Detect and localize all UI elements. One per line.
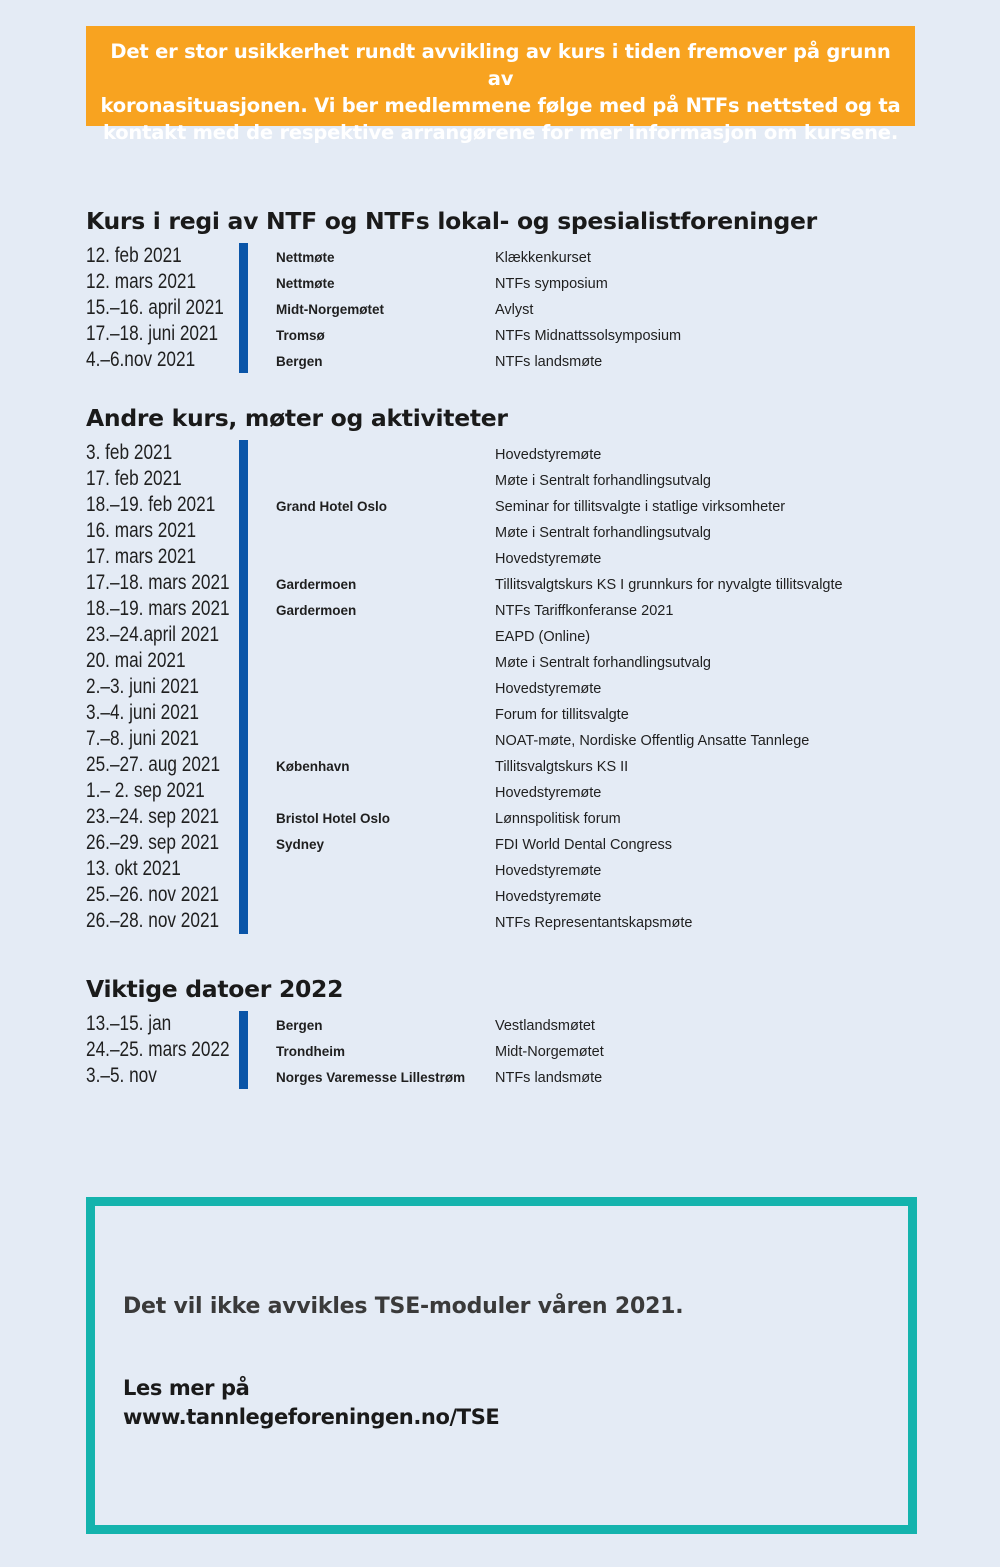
event-date: 23.–24. sep 2021 (86, 805, 220, 828)
event-name: Midt-Norgemøtet (495, 1044, 604, 1060)
event-row (86, 648, 926, 674)
event-row (86, 674, 926, 700)
event-place: Grand Hotel Oslo (276, 499, 388, 514)
event-row (86, 1037, 926, 1063)
event-date: 17. mars 2021 (86, 545, 197, 568)
event-name: Hovedstyremøte (495, 551, 602, 567)
event-row (86, 622, 926, 648)
event-name: NTFs Tariffkonferanse 2021 (495, 603, 674, 619)
event-place: Bergen (276, 1018, 323, 1033)
event-name: Avlyst (495, 302, 534, 318)
section-title: Viktige datoer 2022 (86, 975, 344, 1003)
event-name: EAPD (Online) (495, 629, 591, 645)
event-date: 3. feb 2021 (86, 441, 173, 464)
event-place: Norges Varemesse Lillestrøm (276, 1070, 466, 1085)
event-name: NTFs Representantskapsmøte (495, 915, 693, 931)
event-place: Tromsø (276, 328, 325, 343)
event-row (86, 518, 926, 544)
event-row (86, 321, 926, 347)
section-title: Andre kurs, møter og aktiviteter (86, 404, 508, 432)
event-name: FDI World Dental Congress (495, 837, 673, 853)
event-date: 24.–25. mars 2022 (86, 1038, 230, 1061)
notice-line: Det er stor usikkerhet rundt avvikling av kurs i tiden fremover på grunn av (110, 40, 891, 90)
event-date: 3.–5. nov (86, 1064, 157, 1087)
notice-line: kontakt med de respektive arrangørene for mer informasjon om kursene. (102, 121, 899, 144)
event-date: 17.–18. juni 2021 (86, 322, 219, 345)
event-name: Hovedstyremøte (495, 863, 602, 879)
section-title: Kurs i regi av NTF og NTFs lokal- og spesialistforeninger (86, 207, 817, 235)
event-name: Møte i Sentralt forhandlingsutvalg (495, 655, 711, 671)
tse-link[interactable]: www.tannlegeforeningen.no/TSE (123, 1405, 500, 1429)
event-place: Bergen (276, 354, 323, 369)
event-name: Tillitsvalgtskurs KS II (495, 759, 629, 775)
event-row (86, 269, 926, 295)
event-name: Møte i Sentralt forhandlingsutvalg (495, 473, 711, 489)
event-date: 16. mars 2021 (86, 519, 197, 542)
event-row (86, 492, 926, 518)
event-name: NTFs landsmøte (495, 1070, 603, 1086)
event-place: Bristol Hotel Oslo (276, 811, 391, 826)
event-row (86, 440, 926, 466)
event-name: NTFs symposium (495, 276, 608, 292)
event-list (86, 1011, 926, 1089)
event-name: Klækkenkurset (495, 250, 591, 266)
event-row (86, 243, 926, 269)
event-list (86, 440, 926, 934)
read-more-label: Les mer på (123, 1376, 250, 1400)
event-row (86, 804, 926, 830)
event-row (86, 726, 926, 752)
event-date: 25.–27. aug 2021 (86, 753, 221, 776)
event-date: 25.–26. nov 2021 (86, 883, 220, 906)
event-name: Seminar for tillitsvalgte i statlige virksomheter (495, 499, 786, 515)
event-list (86, 243, 926, 373)
tse-headline: Det vil ikke avvikles TSE-moduler våren 2021. (123, 1294, 684, 1319)
event-row (86, 1011, 926, 1037)
event-place: Gardermoen (276, 603, 357, 618)
event-name: Hovedstyremøte (495, 681, 602, 697)
event-date: 20. mai 2021 (86, 649, 186, 672)
event-date: 12. mars 2021 (86, 270, 197, 293)
event-date: 7.–8. juni 2021 (86, 727, 199, 750)
corona-notice-banner (86, 26, 915, 144)
event-date: 23.–24.april 2021 (86, 623, 220, 646)
event-row (86, 544, 926, 570)
event-row (86, 908, 926, 934)
event-date: 17.–18. mars 2021 (86, 571, 230, 594)
event-row (86, 700, 926, 726)
tse-read-more (123, 1374, 499, 1432)
event-row (86, 570, 926, 596)
event-date: 1.– 2. sep 2021 (86, 779, 205, 802)
section-important-dates-2022 (86, 973, 926, 1089)
event-row (86, 830, 926, 856)
event-place: København (276, 759, 350, 774)
event-row (86, 295, 926, 321)
event-name: Hovedstyremøte (495, 785, 602, 801)
event-date: 26.–28. nov 2021 (86, 909, 220, 932)
event-name: Tillitsvalgtskurs KS I grunnkurs for nyvalgte tillitsvalgte (495, 577, 843, 593)
event-row (86, 347, 926, 373)
event-place: Sydney (276, 837, 325, 852)
event-date: 2.–3. juni 2021 (86, 675, 199, 698)
event-place: Nettmøte (276, 250, 335, 265)
event-date: 18.–19. feb 2021 (86, 493, 216, 516)
event-name: Hovedstyremøte (495, 889, 602, 905)
event-date: 3.–4. juni 2021 (86, 701, 199, 724)
event-name: Møte i Sentralt forhandlingsutvalg (495, 525, 711, 541)
event-place: Nettmøte (276, 276, 335, 291)
event-place: Trondheim (276, 1044, 346, 1059)
event-name: NTFs Midnattssolsymposium (495, 328, 682, 344)
event-row (86, 882, 926, 908)
section-other-courses (86, 402, 926, 934)
event-place: Midt-Norgemøtet (276, 302, 384, 317)
event-name: NTFs landsmøte (495, 354, 603, 370)
event-date: 12. feb 2021 (86, 244, 182, 267)
event-row (86, 596, 926, 622)
tse-notice-box (86, 1197, 917, 1534)
event-date: 13. okt 2021 (86, 857, 181, 880)
event-date: 4.–6.nov 2021 (86, 348, 196, 371)
event-date: 18.–19. mars 2021 (86, 597, 230, 620)
event-name: Forum for tillitsvalgte (495, 707, 629, 723)
section-ntf-courses (86, 205, 926, 373)
event-name: Lønnspolitisk forum (495, 811, 621, 827)
event-date: 17. feb 2021 (86, 467, 182, 490)
event-row (86, 856, 926, 882)
event-place: Gardermoen (276, 577, 357, 592)
event-row (86, 1063, 926, 1089)
event-row (86, 752, 926, 778)
event-row (86, 466, 926, 492)
event-date: 15.–16. april 2021 (86, 296, 224, 319)
event-name: Hovedstyremøte (495, 447, 602, 463)
event-name: NOAT-møte, Nordiske Offentlig Ansatte Tannlege (495, 733, 810, 749)
event-name: Vestlandsmøtet (495, 1018, 595, 1034)
event-date: 26.–29. sep 2021 (86, 831, 220, 854)
event-date: 13.–15. jan (86, 1012, 172, 1035)
notice-line: koronasituasjonen. Vi ber medlemmene følge med på NTFs nettsted og ta (100, 94, 901, 117)
event-row (86, 778, 926, 804)
